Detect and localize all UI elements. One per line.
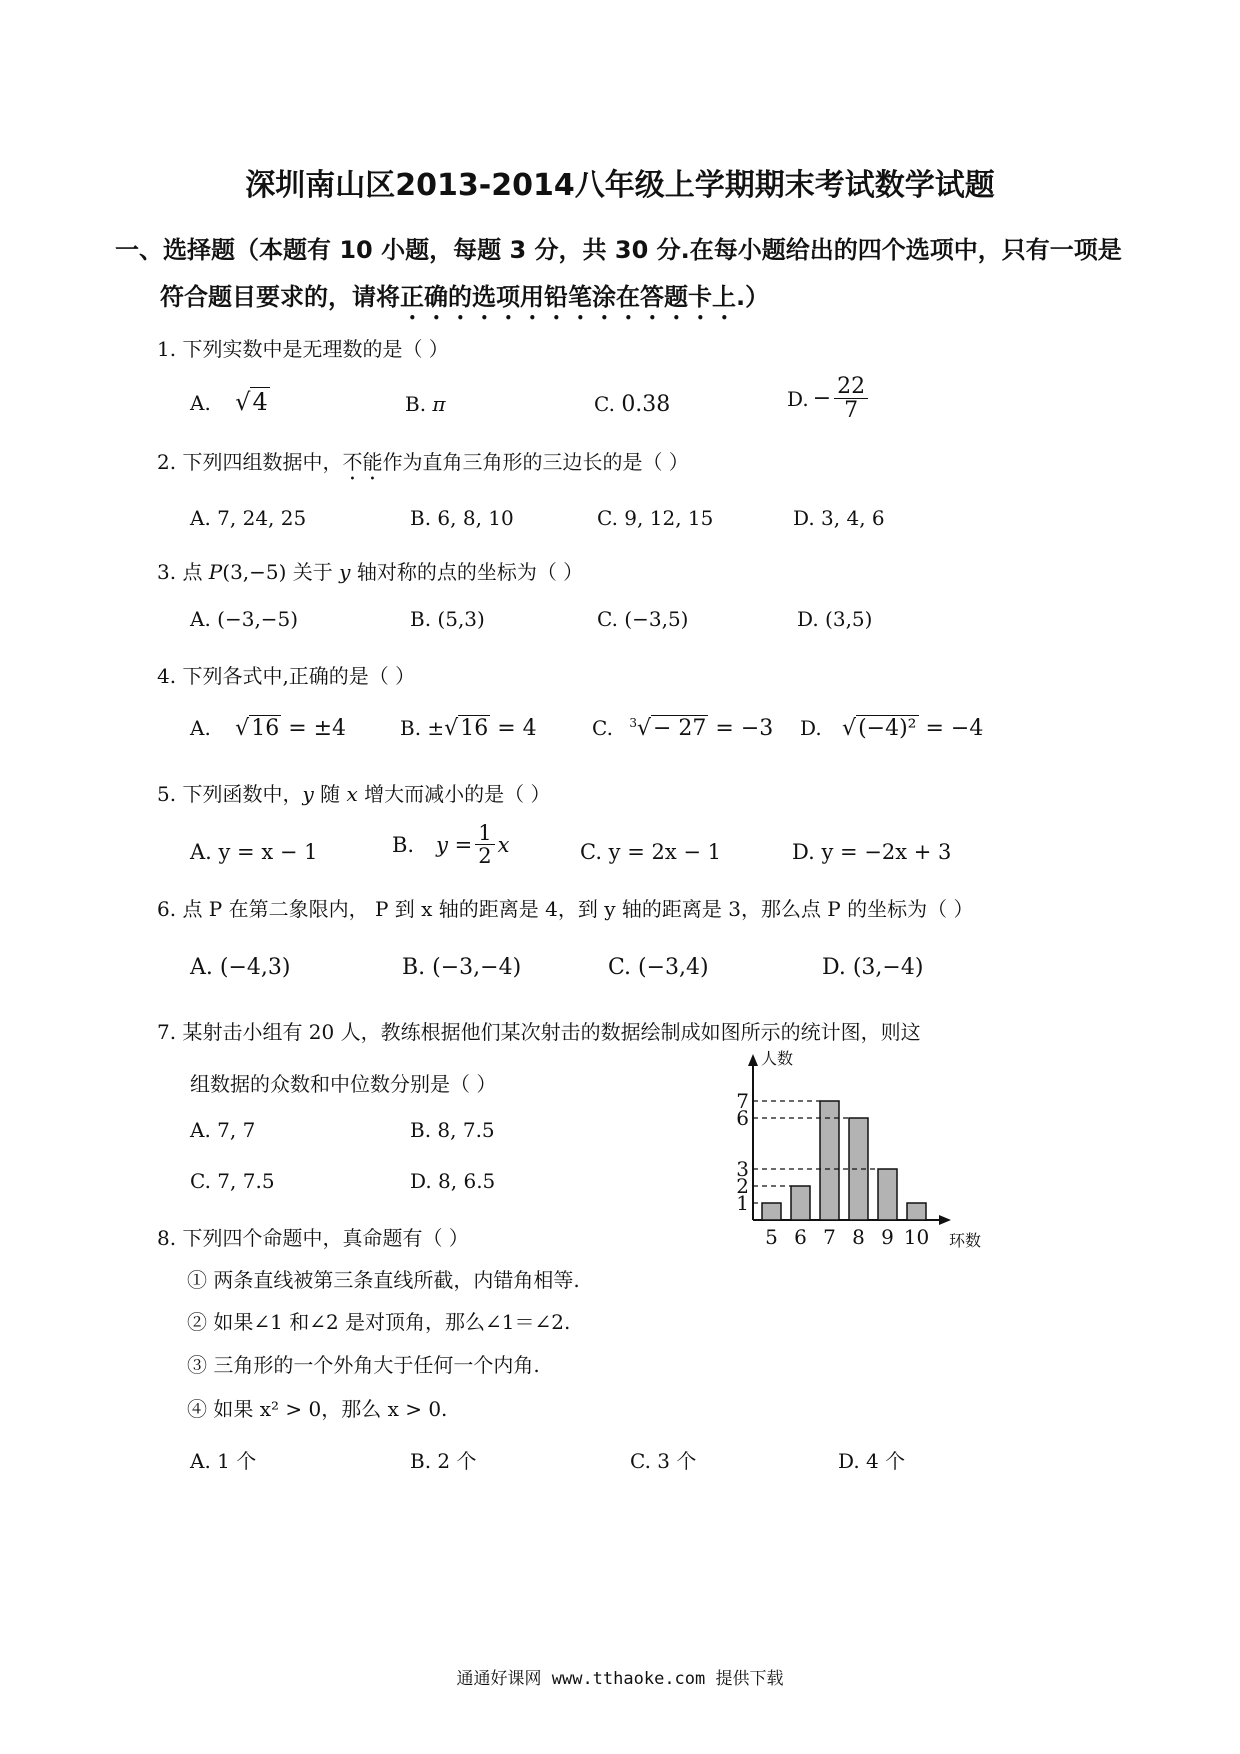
q2-stem-emphasis: 不能 xyxy=(342,450,383,474)
q1-option-a-label: A. xyxy=(190,391,211,415)
bar-7 xyxy=(820,1101,839,1220)
q4-option-c xyxy=(592,716,773,741)
q5-option-b-label: B. xyxy=(392,832,415,857)
q5-y: y xyxy=(302,782,314,806)
q4-option-c-label: C. xyxy=(592,716,613,740)
q4-option-a-radicand: 16 xyxy=(251,716,280,741)
q3-stem-c: 轴对称的点的坐标为（ ） xyxy=(350,560,584,584)
q2-option-d: D. 3, 4, 6 xyxy=(793,506,885,530)
q7-option-a: A. 7, 7 xyxy=(190,1118,256,1142)
chart-layer xyxy=(736,1050,981,1250)
q5-x: x xyxy=(346,782,358,806)
q6-option-d: D. (3,−4) xyxy=(822,955,924,980)
question-2-stem xyxy=(157,446,689,485)
q5-option-c: C. y = 2x − 1 xyxy=(580,840,721,864)
q5-option-d: D. y = −2x + 3 xyxy=(792,840,952,864)
q8-option-b: B. 2 个 xyxy=(410,1449,477,1473)
sqrt-sign: √ xyxy=(235,388,251,416)
question-7-stem-line1: 7. 某射击小组有 20 人，教练根据他们某次射击的数据绘制成如图所示的统计图，则这 xyxy=(157,1020,921,1044)
sqrt-sign: √ xyxy=(444,716,459,741)
q1-option-a-value: 4 xyxy=(252,388,268,416)
sqrt-sign: √ xyxy=(235,716,250,741)
sqrt-sign: √ xyxy=(842,716,857,741)
x-tick-label-8: 8 xyxy=(852,1225,865,1249)
y-tick-label-2: 2 xyxy=(736,1174,749,1198)
bar-6 xyxy=(791,1186,810,1220)
y-axis-label: 人数 xyxy=(761,1050,794,1068)
q2-stem-c: 作为直角三角形的三边长的是（ ） xyxy=(382,450,689,474)
q4-option-a-rest: = ±4 xyxy=(281,716,347,741)
q1-option-b-label: B. xyxy=(405,392,427,416)
q4-option-c-index: 3 xyxy=(629,716,637,731)
page-title: 深圳南山区2013-2014八年级上学期期末考试数学试题 xyxy=(245,168,995,203)
q2-option-c: C. 9, 12, 15 xyxy=(597,506,714,530)
question-1-stem: 1. 下列实数中是无理数的是（ ） xyxy=(157,337,449,361)
q8-statement-1: ① 两条直线被第三条直线所截，内错角相等. xyxy=(187,1268,580,1292)
y-tick-label-3: 3 xyxy=(736,1157,749,1181)
x-axis-arrow xyxy=(939,1215,951,1225)
q4-option-a xyxy=(190,716,346,741)
q3-option-d: D. (3,5) xyxy=(797,607,873,631)
fraction-denominator: 2 xyxy=(478,844,492,869)
x-axis-label: 环数 xyxy=(949,1231,982,1250)
q4-option-b-label: B. ± xyxy=(400,716,445,740)
q3-stem-b: (3,−5) 关于 xyxy=(222,560,340,584)
y-tick-label-6: 6 xyxy=(736,1106,749,1130)
q3-stem-a: 3. 点 xyxy=(157,560,209,584)
q3-option-b: B. (5,3) xyxy=(410,607,485,631)
q1-option-d-label: D. xyxy=(787,386,809,411)
section-heading-line2-a: 符合题目要求的，请将 xyxy=(160,283,400,311)
question-3-stem xyxy=(157,556,583,585)
q2-option-a: A. 7, 24, 25 xyxy=(190,506,307,530)
question-8-stem: 8. 下列四个命题中，真命题有（ ） xyxy=(157,1226,469,1250)
q1-option-c xyxy=(594,392,670,417)
q8-option-c: C. 3 个 xyxy=(630,1449,697,1473)
q6-option-b: B. (−3,−4) xyxy=(402,955,522,980)
question-7-stem-line2: 组数据的众数和中位数分别是（ ） xyxy=(190,1072,497,1096)
q6-option-c: C. (−3,4) xyxy=(608,955,709,980)
fraction-numerator: 1 xyxy=(475,822,494,845)
q5-option-b-pre: y = xyxy=(436,832,473,857)
q1-option-d-fraction xyxy=(834,375,868,422)
q4-option-d-label: D. xyxy=(800,716,822,740)
q1-option-c-value: 0.38 xyxy=(621,392,671,417)
y-tick-label-1: 1 xyxy=(736,1191,749,1215)
q3-option-c: C. (−3,5) xyxy=(597,607,689,631)
q3-y: y xyxy=(339,560,351,584)
question-6-stem: 6. 点 P 在第二象限内， P 到 x 轴的距离是 4，到 y 轴的距离是 3，那么点 P 的坐标为（ ） xyxy=(157,897,974,921)
x-tick-label-9: 9 xyxy=(881,1225,894,1249)
q5-option-b-post: x xyxy=(497,832,510,857)
x-tick-label-5: 5 xyxy=(765,1225,778,1249)
q4-option-a-label: A. xyxy=(190,716,211,740)
q4-option-c-rest: = −3 xyxy=(708,716,774,741)
q8-statement-4: ④ 如果 x² > 0，那么 x > 0. xyxy=(187,1397,448,1421)
y-tick-label-7: 7 xyxy=(736,1089,749,1113)
q4-option-d-radicand: (−4)² xyxy=(858,716,917,741)
frequency-bar-chart xyxy=(725,1050,1005,1255)
q2-option-b: B. 6, 8, 10 xyxy=(410,506,514,530)
x-tick-label-10: 10 xyxy=(903,1225,930,1249)
q4-option-c-radicand: − 27 xyxy=(652,716,707,741)
q8-option-a: A. 1 个 xyxy=(190,1449,257,1473)
fraction-denominator: 7 xyxy=(844,398,859,424)
q4-option-b-radicand: 16 xyxy=(460,716,489,741)
q5-stem-c: 增大而减小的是（ ） xyxy=(357,782,551,806)
q7-option-c: C. 7, 7.5 xyxy=(190,1169,275,1193)
q5-option-b xyxy=(392,822,509,867)
q8-statement-3: ③ 三角形的一个外角大于任何一个内角. xyxy=(187,1353,540,1377)
section-heading-emphasis: 正确的选项用铅笔涂在答题卡上 xyxy=(400,283,736,311)
sqrt-sign: √ xyxy=(636,716,651,741)
q4-option-d-rest: = −4 xyxy=(918,716,984,741)
bar-9 xyxy=(878,1169,897,1220)
y-axis-arrow xyxy=(748,1054,758,1066)
q8-statement-2: ② 如果∠1 和∠2 是对顶角，那么∠1＝∠2. xyxy=(187,1310,571,1334)
q7-option-b: B. 8, 7.5 xyxy=(410,1118,495,1142)
q7-option-d: D. 8, 6.5 xyxy=(410,1169,496,1193)
q5-option-b-fraction xyxy=(475,822,494,867)
q1-option-b-value: π xyxy=(432,392,446,416)
q1-option-b xyxy=(405,392,446,416)
x-tick-label-6: 6 xyxy=(794,1225,807,1249)
q3-option-a: A. (−3,−5) xyxy=(190,607,299,631)
q1-option-d xyxy=(787,375,871,422)
bar-10 xyxy=(907,1203,926,1220)
q5-stem-b: 随 xyxy=(313,782,347,806)
q1-option-d-minus: − xyxy=(812,386,832,412)
q2-stem-a: 2. 下列四组数据中， xyxy=(157,450,343,474)
q3-point-p: P xyxy=(208,560,223,584)
question-4-stem: 4. 下列各式中,正确的是（ ） xyxy=(157,664,416,688)
q4-option-d xyxy=(800,716,983,741)
section-heading-line1: 一、选择题（本题有 10 小题，每题 3 分，共 30 分.在每小题给出的四个选项中，只有一项是 xyxy=(115,236,1122,264)
x-tick-label-7: 7 xyxy=(823,1225,836,1249)
section-heading-line2-c: .） xyxy=(736,283,770,311)
q5-stem-a: 5. 下列函数中， xyxy=(157,782,303,806)
q4-option-b xyxy=(400,716,537,741)
section-heading-line2 xyxy=(160,277,769,325)
q5-option-a: A. y = x − 1 xyxy=(190,840,318,864)
q6-option-a: A. (−4,3) xyxy=(190,955,291,980)
q4-option-b-rest: = 4 xyxy=(490,716,537,741)
footer-source: 通通好课网 www.tthaoke.com 提供下载 xyxy=(456,1669,784,1689)
q1-option-c-label: C. xyxy=(594,392,615,416)
fraction-numerator: 22 xyxy=(834,375,868,399)
q8-option-d: D. 4 个 xyxy=(838,1449,906,1473)
question-5-stem xyxy=(157,778,550,807)
q1-option-a xyxy=(190,388,270,416)
bar-5 xyxy=(762,1203,781,1220)
